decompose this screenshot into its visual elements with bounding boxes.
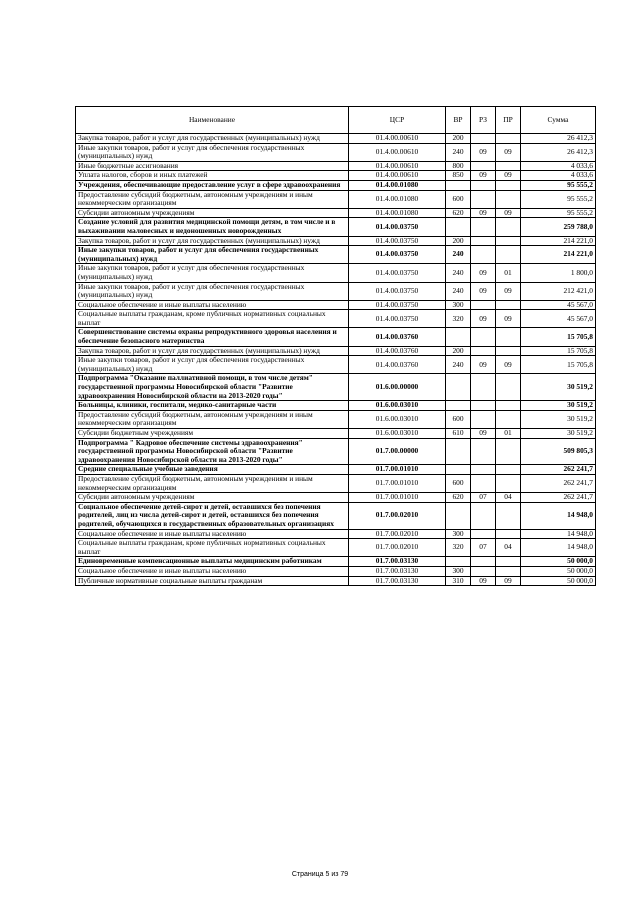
budget-table xyxy=(75,106,596,586)
cell-sum: 1 800,0 xyxy=(521,264,596,282)
cell-rz: 09 xyxy=(471,208,496,218)
cell-pr xyxy=(496,410,521,428)
cell-name: Учреждения, обеспечивающие предоставление услуг в сфере здравоохранения xyxy=(76,180,349,190)
cell-name: Иные закупки товаров, работ и услуг для обеспечения государственных (муниципальных) нужд xyxy=(76,264,349,282)
cell-name: Закупка товаров, работ и услуг для государственных (муниципальных) нужд xyxy=(76,346,349,356)
cell-csr: 01.4.00.03760 xyxy=(349,328,446,346)
cell-rz: 09 xyxy=(471,356,496,374)
cell-name: Предоставление субсидий бюджетным, автономным учреждениям и иным некоммерческим организациям xyxy=(76,474,349,492)
page-number: Страница 5 из 79 xyxy=(291,871,349,878)
table-row xyxy=(76,218,596,236)
cell-vr: 320 xyxy=(446,539,471,557)
cell-sum: 262 241,7 xyxy=(521,474,596,492)
table-row xyxy=(76,576,596,586)
cell-rz: 09 xyxy=(471,143,496,161)
table-row xyxy=(76,310,596,328)
table-row xyxy=(76,190,596,208)
cell-csr: 01.4.00.00610 xyxy=(349,161,446,171)
cell-pr: 09 xyxy=(496,171,521,181)
cell-csr: 01.7.00.02010 xyxy=(349,529,446,539)
table-row xyxy=(76,566,596,576)
cell-vr xyxy=(446,465,471,475)
cell-sum: 45 567,0 xyxy=(521,300,596,310)
cell-pr xyxy=(496,346,521,356)
cell-vr: 240 xyxy=(446,356,471,374)
cell-csr: 01.4.00.03750 xyxy=(349,310,446,328)
cell-sum: 214 221,0 xyxy=(521,236,596,246)
cell-vr: 200 xyxy=(446,134,471,144)
cell-csr: 01.4.00.00610 xyxy=(349,143,446,161)
cell-name: Социальное обеспечение и иные выплаты населению xyxy=(76,300,349,310)
cell-csr: 01.7.00.01010 xyxy=(349,465,446,475)
table-row xyxy=(76,557,596,567)
cell-rz xyxy=(471,557,496,567)
header-vr: ВР xyxy=(446,107,471,134)
table-row xyxy=(76,374,596,401)
cell-rz xyxy=(471,328,496,346)
cell-vr: 620 xyxy=(446,493,471,503)
header-sum: Сумма xyxy=(521,107,596,134)
cell-rz xyxy=(471,438,496,465)
cell-vr: 240 xyxy=(446,282,471,300)
cell-sum: 95 555,2 xyxy=(521,180,596,190)
table-row xyxy=(76,474,596,492)
cell-csr: 01.4.00.03750 xyxy=(349,282,446,300)
header-rz: РЗ xyxy=(471,107,496,134)
cell-rz xyxy=(471,566,496,576)
cell-vr: 200 xyxy=(446,346,471,356)
cell-rz xyxy=(471,374,496,401)
table-row xyxy=(76,246,596,264)
cell-rz xyxy=(471,401,496,411)
cell-pr xyxy=(496,236,521,246)
cell-csr: 01.4.00.03750 xyxy=(349,264,446,282)
cell-rz xyxy=(471,134,496,144)
cell-rz: 09 xyxy=(471,576,496,586)
cell-pr xyxy=(496,557,521,567)
cell-name: Иные закупки товаров, работ и услуг для обеспечения государственных (муниципальных) нужд xyxy=(76,143,349,161)
cell-vr xyxy=(446,401,471,411)
cell-name: Закупка товаров, работ и услуг для государственных (муниципальных) нужд xyxy=(76,134,349,144)
cell-pr: 09 xyxy=(496,208,521,218)
cell-name: Закупка товаров, работ и услуг для государственных (муниципальных) нужд xyxy=(76,236,349,246)
cell-csr: 01.4.00.01080 xyxy=(349,190,446,208)
cell-vr: 200 xyxy=(446,236,471,246)
cell-vr xyxy=(446,502,471,529)
cell-csr: 01.4.00.00610 xyxy=(349,171,446,181)
cell-vr: 300 xyxy=(446,566,471,576)
table-body xyxy=(76,134,596,586)
table-row xyxy=(76,180,596,190)
cell-sum: 50 000,0 xyxy=(521,576,596,586)
cell-csr: 01.6.00.03010 xyxy=(349,401,446,411)
cell-pr xyxy=(496,529,521,539)
cell-pr: 09 xyxy=(496,282,521,300)
table-row xyxy=(76,356,596,374)
cell-vr: 240 xyxy=(446,143,471,161)
cell-name: Больницы, клиники, госпитали, медико-санитарные части xyxy=(76,401,349,411)
cell-sum: 262 241,7 xyxy=(521,465,596,475)
cell-rz: 09 xyxy=(471,282,496,300)
cell-pr xyxy=(496,401,521,411)
cell-sum: 214 221,0 xyxy=(521,246,596,264)
cell-sum: 4 033,6 xyxy=(521,171,596,181)
table-row xyxy=(76,410,596,428)
cell-pr xyxy=(496,180,521,190)
cell-rz xyxy=(471,190,496,208)
cell-rz: 09 xyxy=(471,171,496,181)
cell-vr: 240 xyxy=(446,264,471,282)
cell-csr: 01.4.00.03750 xyxy=(349,246,446,264)
cell-name: Социальные выплаты гражданам, кроме публичных нормативных социальных выплат xyxy=(76,539,349,557)
cell-pr xyxy=(496,474,521,492)
cell-name: Предоставление субсидий бюджетным, автономным учреждениям и иным некоммерческим организациям xyxy=(76,190,349,208)
cell-pr xyxy=(496,566,521,576)
cell-vr xyxy=(446,557,471,567)
cell-csr: 01.7.00.01010 xyxy=(349,493,446,503)
cell-rz xyxy=(471,502,496,529)
cell-csr: 01.4.00.03750 xyxy=(349,236,446,246)
cell-name: Предоставление субсидий бюджетным, автономным учреждениям и иным некоммерческим организациям xyxy=(76,410,349,428)
table-row xyxy=(76,264,596,282)
cell-csr: 01.4.00.00610 xyxy=(349,134,446,144)
table-row xyxy=(76,401,596,411)
cell-name: Подпрограмма " Кадровое обеспечение системы здравоохранения" государственной программы Новосибирской области "Развитие здравоохранения Новосибирской области на 2013-2020 годы" xyxy=(76,438,349,465)
cell-name: Социальное обеспечение и иные выплаты населению xyxy=(76,529,349,539)
cell-pr: 04 xyxy=(496,539,521,557)
cell-csr: 01.4.00.01080 xyxy=(349,180,446,190)
cell-csr: 01.4.00.03750 xyxy=(349,300,446,310)
cell-pr xyxy=(496,246,521,264)
cell-sum: 259 788,0 xyxy=(521,218,596,236)
cell-pr xyxy=(496,438,521,465)
cell-vr xyxy=(446,328,471,346)
cell-sum: 30 519,2 xyxy=(521,410,596,428)
cell-vr: 300 xyxy=(446,300,471,310)
table-row xyxy=(76,328,596,346)
cell-vr: 240 xyxy=(446,246,471,264)
cell-pr: 09 xyxy=(496,143,521,161)
table-row xyxy=(76,493,596,503)
table-row xyxy=(76,282,596,300)
cell-vr xyxy=(446,218,471,236)
cell-rz xyxy=(471,465,496,475)
cell-vr: 850 xyxy=(446,171,471,181)
cell-sum: 95 555,2 xyxy=(521,190,596,208)
cell-vr: 600 xyxy=(446,190,471,208)
cell-pr xyxy=(496,300,521,310)
cell-sum: 14 948,0 xyxy=(521,502,596,529)
cell-pr xyxy=(496,134,521,144)
cell-sum: 26 412,3 xyxy=(521,143,596,161)
cell-name: Иные закупки товаров, работ и услуг для обеспечения государственных (муниципальных) нужд xyxy=(76,246,349,264)
cell-vr: 800 xyxy=(446,161,471,171)
cell-sum: 509 805,3 xyxy=(521,438,596,465)
cell-name: Социальные выплаты гражданам, кроме публичных нормативных социальных выплат xyxy=(76,310,349,328)
cell-sum: 212 421,0 xyxy=(521,282,596,300)
cell-csr: 01.6.00.00000 xyxy=(349,374,446,401)
cell-csr: 01.7.00.02010 xyxy=(349,502,446,529)
cell-name: Подпрограмма "Оказание паллиативной помощи, в том числе детям" государственной программы Новосибирской области "Развитие здравоохранения Новосибирской области на 2013-2020 годы" xyxy=(76,374,349,401)
table-row xyxy=(76,502,596,529)
cell-pr: 01 xyxy=(496,264,521,282)
cell-vr: 600 xyxy=(446,410,471,428)
header-name: Наименование xyxy=(76,107,349,134)
cell-rz xyxy=(471,300,496,310)
cell-sum: 15 705,8 xyxy=(521,346,596,356)
cell-rz: 07 xyxy=(471,493,496,503)
cell-pr xyxy=(496,218,521,236)
cell-name: Совершенствование системы охраны репродуктивного здоровья населения и обеспечение безопасного материнства xyxy=(76,328,349,346)
cell-rz: 09 xyxy=(471,310,496,328)
cell-csr: 01.7.00.03130 xyxy=(349,566,446,576)
header-pr: ПР xyxy=(496,107,521,134)
cell-name: Публичные нормативные социальные выплаты гражданам xyxy=(76,576,349,586)
cell-name: Социальное обеспечение и иные выплаты населению xyxy=(76,566,349,576)
cell-csr: 01.7.00.03130 xyxy=(349,576,446,586)
table-row xyxy=(76,429,596,439)
cell-rz xyxy=(471,246,496,264)
cell-pr: 09 xyxy=(496,310,521,328)
cell-sum: 15 705,8 xyxy=(521,356,596,374)
cell-rz xyxy=(471,410,496,428)
cell-vr xyxy=(446,180,471,190)
cell-vr: 310 xyxy=(446,576,471,586)
table-row xyxy=(76,134,596,144)
cell-rz: 09 xyxy=(471,264,496,282)
cell-sum: 30 519,2 xyxy=(521,401,596,411)
cell-rz xyxy=(471,236,496,246)
cell-sum: 30 519,2 xyxy=(521,429,596,439)
table-row xyxy=(76,143,596,161)
cell-csr: 01.7.00.02010 xyxy=(349,539,446,557)
cell-csr: 01.4.00.01080 xyxy=(349,208,446,218)
cell-name: Иные бюджетные ассигнования xyxy=(76,161,349,171)
cell-name: Средние специальные учебные заведения xyxy=(76,465,349,475)
table-row xyxy=(76,539,596,557)
cell-rz: 07 xyxy=(471,539,496,557)
cell-pr: 09 xyxy=(496,576,521,586)
cell-sum: 14 948,0 xyxy=(521,539,596,557)
cell-csr: 01.6.00.03010 xyxy=(349,410,446,428)
cell-sum: 50 000,0 xyxy=(521,566,596,576)
cell-vr: 320 xyxy=(446,310,471,328)
cell-sum: 45 567,0 xyxy=(521,310,596,328)
cell-csr: 01.6.00.03010 xyxy=(349,429,446,439)
cell-csr: 01.7.00.00000 xyxy=(349,438,446,465)
cell-pr xyxy=(496,502,521,529)
cell-rz: 09 xyxy=(471,429,496,439)
cell-sum: 4 033,6 xyxy=(521,161,596,171)
table-header-row xyxy=(76,107,596,134)
cell-name: Иные закупки товаров, работ и услуг для обеспечения государственных (муниципальных) нужд xyxy=(76,282,349,300)
cell-csr: 01.7.00.03130 xyxy=(349,557,446,567)
cell-csr: 01.4.00.03750 xyxy=(349,218,446,236)
cell-pr xyxy=(496,465,521,475)
cell-csr: 01.4.00.03760 xyxy=(349,356,446,374)
cell-pr: 01 xyxy=(496,429,521,439)
cell-pr xyxy=(496,328,521,346)
cell-rz xyxy=(471,180,496,190)
cell-vr: 620 xyxy=(446,208,471,218)
cell-vr: 300 xyxy=(446,529,471,539)
cell-sum: 26 412,3 xyxy=(521,134,596,144)
cell-vr xyxy=(446,438,471,465)
cell-sum: 50 000,0 xyxy=(521,557,596,567)
cell-rz xyxy=(471,529,496,539)
cell-name: Создание условий для развития медицинской помощи детям, в том числе и в выхаживании маловесных и недоношенных новорожденных xyxy=(76,218,349,236)
table-row xyxy=(76,438,596,465)
cell-sum: 15 705,8 xyxy=(521,328,596,346)
cell-rz xyxy=(471,346,496,356)
cell-sum: 30 519,2 xyxy=(521,374,596,401)
cell-name: Субсидии автономным учреждениям xyxy=(76,208,349,218)
cell-rz xyxy=(471,218,496,236)
cell-sum: 262 241,7 xyxy=(521,493,596,503)
cell-pr xyxy=(496,190,521,208)
cell-rz xyxy=(471,474,496,492)
cell-pr: 09 xyxy=(496,356,521,374)
cell-sum: 14 948,0 xyxy=(521,529,596,539)
cell-vr xyxy=(446,374,471,401)
cell-pr: 04 xyxy=(496,493,521,503)
cell-csr: 01.7.00.01010 xyxy=(349,474,446,492)
cell-name: Субсидии автономным учреждениям xyxy=(76,493,349,503)
cell-name: Субсидии бюджетным учреждениям xyxy=(76,429,349,439)
cell-pr xyxy=(496,374,521,401)
cell-sum: 95 555,2 xyxy=(521,208,596,218)
cell-name: Иные закупки товаров, работ и услуг для обеспечения государственных (муниципальных) нужд xyxy=(76,356,349,374)
cell-vr: 610 xyxy=(446,429,471,439)
cell-name: Социальное обеспечение детей-сирот и детей, оставшихся без попечения родителей, лиц из числа детей-сирот и детей, оставшихся без попечения родителей, обучающихся в государственных образовательных организациях xyxy=(76,502,349,529)
header-csr: ЦСР xyxy=(349,107,446,134)
cell-csr: 01.4.00.03760 xyxy=(349,346,446,356)
cell-vr: 600 xyxy=(446,474,471,492)
cell-name: Единовременные компенсационные выплаты медицинским работникам xyxy=(76,557,349,567)
cell-name: Уплата налогов, сборов и иных платежей xyxy=(76,171,349,181)
